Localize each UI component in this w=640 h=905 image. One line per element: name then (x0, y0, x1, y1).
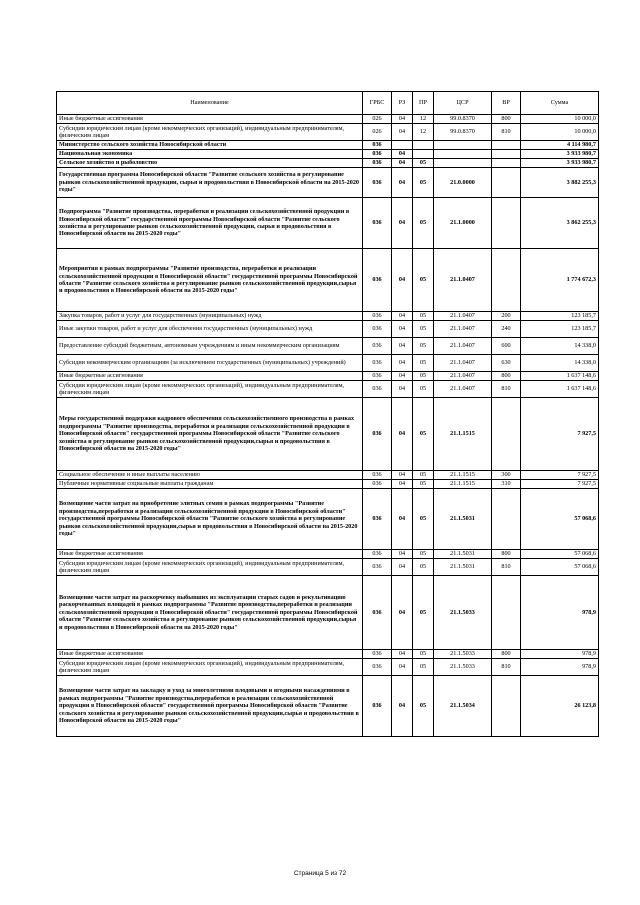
cell-csr: 21.1.5031 (434, 559, 492, 576)
table-row (57, 471, 599, 480)
cell-sum: 978,9 (521, 659, 599, 676)
header-rz: РЗ (392, 92, 413, 115)
cell-sum: 7 927,5 (521, 471, 599, 480)
cell-vr (492, 198, 521, 249)
cell-grbs: 036 (363, 659, 392, 676)
cell-sum: 3 933 980,7 (521, 150, 599, 159)
table-row (57, 372, 599, 381)
cell-vr: 810 (492, 381, 521, 398)
cell-grbs: 036 (363, 321, 392, 338)
cell-pr: 05 (413, 312, 434, 321)
cell-name: Иные бюджетные ассигнования (57, 115, 363, 124)
cell-name: Социальное обеспечение и иные выплаты населению (57, 471, 363, 480)
table-row (57, 489, 599, 550)
cell-csr (434, 141, 492, 150)
cell-name: Сельское хозяйство и рыболовство (57, 159, 363, 168)
cell-csr: 21.1.1515 (434, 398, 492, 471)
cell-grbs: 036 (363, 338, 392, 355)
cell-name: Иные бюджетные ассигнования (57, 650, 363, 659)
cell-grbs: 036 (363, 559, 392, 576)
cell-sum: 123 185,7 (521, 312, 599, 321)
cell-vr: 600 (492, 338, 521, 355)
cell-sum: 1 774 672,3 (521, 249, 599, 312)
cell-csr: 21.0.0000 (434, 168, 492, 198)
table-row (57, 312, 599, 321)
cell-sum: 978,9 (521, 576, 599, 650)
cell-grbs: 036 (363, 372, 392, 381)
cell-vr (492, 150, 521, 159)
cell-name: Субсидии юридическим лицам (кроме некоммерческих организаций), индивидуальным предпринимателям, физическим лицам (57, 559, 363, 576)
cell-sum: 14 338,0 (521, 338, 599, 355)
cell-rz: 04 (392, 372, 413, 381)
cell-grbs: 036 (363, 168, 392, 198)
cell-vr (492, 489, 521, 550)
cell-sum: 3 933 980,7 (521, 159, 599, 168)
cell-grbs: 036 (363, 489, 392, 550)
cell-name: Предоставление субсидий бюджетным, автономным учреждениям и иным некоммерческим организациям (57, 338, 363, 355)
cell-rz: 04 (392, 559, 413, 576)
cell-name: Национальная экономика (57, 150, 363, 159)
table-row (57, 124, 599, 141)
table-row (57, 321, 599, 338)
cell-grbs: 036 (363, 141, 392, 150)
cell-pr: 05 (413, 381, 434, 398)
cell-pr: 05 (413, 321, 434, 338)
table-row (57, 249, 599, 312)
cell-csr (434, 159, 492, 168)
cell-vr (492, 141, 521, 150)
cell-pr: 12 (413, 115, 434, 124)
cell-vr (492, 249, 521, 312)
cell-pr: 05 (413, 338, 434, 355)
cell-vr: 810 (492, 124, 521, 141)
cell-sum: 978,9 (521, 650, 599, 659)
cell-vr: 810 (492, 559, 521, 576)
cell-rz: 04 (392, 676, 413, 737)
cell-csr (434, 150, 492, 159)
cell-csr: 21.1.0407 (434, 372, 492, 381)
cell-name: Публичные нормативные социальные выплаты гражданам (57, 480, 363, 489)
cell-pr: 05 (413, 480, 434, 489)
header-name: Наименование (57, 92, 363, 115)
cell-pr: 05 (413, 355, 434, 372)
cell-sum: 3 862 255,3 (521, 198, 599, 249)
cell-csr: 21.1.5034 (434, 676, 492, 737)
cell-rz: 04 (392, 115, 413, 124)
cell-name: Субсидии юридическим лицам (кроме некоммерческих организаций), индивидуальным предпринимателям, физическим лицам (57, 124, 363, 141)
cell-csr: 21.1.5033 (434, 650, 492, 659)
cell-grbs: 036 (363, 159, 392, 168)
cell-name: Меры государственной поддержки кадрового обеспечения сельскохозяйственного производства в рамках подпрограммы "Развитие производства, переработки и реализации сельскохозяйственной продукции в Новосибирской области" государственной программы Новосибирской области "Развитие сельского хозяйства и регулирование рынков сельскохозяйственной продукции,сырья и продовольствия в Новосибирской области на 2015-2020 годы" (57, 398, 363, 471)
cell-csr: 21.1.0000 (434, 198, 492, 249)
cell-csr: 21.1.0407 (434, 338, 492, 355)
cell-grbs: 036 (363, 676, 392, 737)
page-number: Страница 5 из 72 (293, 870, 347, 877)
cell-rz: 04 (392, 471, 413, 480)
cell-rz: 04 (392, 321, 413, 338)
cell-vr (492, 676, 521, 737)
table-row (57, 168, 599, 198)
cell-vr: 240 (492, 321, 521, 338)
cell-rz: 04 (392, 576, 413, 650)
cell-vr: 310 (492, 480, 521, 489)
cell-rz: 04 (392, 480, 413, 489)
cell-sum: 7 927,5 (521, 398, 599, 471)
table-row (57, 355, 599, 372)
cell-pr: 05 (413, 576, 434, 650)
table-header-row (57, 92, 599, 115)
cell-pr: 05 (413, 198, 434, 249)
cell-pr: 05 (413, 650, 434, 659)
cell-name: Закупка товаров, работ и услуг для государственных (муниципальных) нужд (57, 312, 363, 321)
cell-rz: 04 (392, 249, 413, 312)
cell-name: Иные закупки товаров, работ и услуг для обеспечения государственных (муниципальных) нужд (57, 321, 363, 338)
cell-vr (492, 576, 521, 650)
cell-name: Подпрограмма "Развитие производства, переработки и реализации сельскохозяйственной продукции в Новосибирской области" государственной программы Новосибирской области "Развитие сельского хозяйства и регулирование рынков сельскохозяйственной продукции, сырья и продовольствия в Новосибирской области на 2015-2020 годы" (57, 198, 363, 249)
table-row (57, 550, 599, 559)
cell-grbs: 036 (363, 650, 392, 659)
cell-vr: 300 (492, 471, 521, 480)
cell-sum: 7 927,5 (521, 480, 599, 489)
cell-name: Иные бюджетные ассигнования (57, 550, 363, 559)
cell-sum: 3 882 255,3 (521, 168, 599, 198)
budget-table (56, 91, 599, 737)
cell-sum: 10 000,0 (521, 115, 599, 124)
cell-csr: 21.1.0407 (434, 249, 492, 312)
cell-rz: 04 (392, 338, 413, 355)
cell-rz: 04 (392, 398, 413, 471)
cell-pr: 05 (413, 249, 434, 312)
cell-vr: 630 (492, 355, 521, 372)
cell-pr: 05 (413, 489, 434, 550)
table-row (57, 115, 599, 124)
table-row (57, 150, 599, 159)
cell-csr: 21.1.5033 (434, 659, 492, 676)
cell-rz: 04 (392, 659, 413, 676)
cell-sum: 10 000,0 (521, 124, 599, 141)
header-vr: ВР (492, 92, 521, 115)
budget-table-sheet (56, 91, 598, 737)
cell-sum: 1 637 148,6 (521, 381, 599, 398)
cell-rz: 04 (392, 489, 413, 550)
cell-csr: 99.0.8370 (434, 115, 492, 124)
cell-name: Иные бюджетные ассигнования (57, 372, 363, 381)
header-pr: ПР (413, 92, 434, 115)
cell-name: Возмещение части затрат на раскорчевку выбывших из эксплуатации старых садов и рекультивацию раскорчеванных площадей в рамках подпрограммы "Развитие производства,переработки и реализации сельскохозяйственной продукции в Новосибирской области" государственной программы Новосибирской области "Развитие сельского хозяйства и регулирование рынков сельскохозяйственной продукции,сырья и продовольствия в Новосибирской области на 2015-2020 годы" (57, 576, 363, 650)
cell-csr: 21.1.1515 (434, 480, 492, 489)
cell-csr: 21.1.1515 (434, 471, 492, 480)
cell-grbs: 036 (363, 550, 392, 559)
cell-csr: 21.1.5031 (434, 550, 492, 559)
cell-name: Мероприятия в рамках подпрограммы "Развитие производства, переработки и реализации сельскохозяйственной продукции в Новосибирской области" государственной программы Новосибирской области "Развитие сельского хозяйства и регулирование рынков сельскохозяйственной продукции,сырья и продовольствия в Новосибирской области на 2015-2020 годы" (57, 249, 363, 312)
cell-csr: 21.1.5031 (434, 489, 492, 550)
cell-rz: 04 (392, 355, 413, 372)
cell-name: Субсидии юридическим лицам (кроме некоммерческих организаций), индивидуальным предпринимателям, физическим лицам (57, 659, 363, 676)
cell-pr: 05 (413, 659, 434, 676)
cell-pr: 05 (413, 372, 434, 381)
table-row (57, 381, 599, 398)
header-csr: ЦСР (434, 92, 492, 115)
cell-pr (413, 150, 434, 159)
cell-name: Государственная программа Новосибирской области "Развитие сельского хозяйства и регулирование рынков сельскохозяйственной продукции, сырья и продовольствия в Новосибирской области на 2015-2020 годы" (57, 168, 363, 198)
cell-csr: 21.1.0407 (434, 355, 492, 372)
cell-vr: 200 (492, 312, 521, 321)
cell-csr: 21.1.0407 (434, 312, 492, 321)
cell-rz: 04 (392, 381, 413, 398)
cell-grbs: 036 (363, 150, 392, 159)
cell-grbs: 036 (363, 576, 392, 650)
cell-rz: 04 (392, 550, 413, 559)
cell-sum: 57 068,6 (521, 489, 599, 550)
cell-csr: 21.1.0407 (434, 321, 492, 338)
header-sum: Сумма (521, 92, 599, 115)
table-row (57, 159, 599, 168)
table-row (57, 559, 599, 576)
cell-vr: 800 (492, 372, 521, 381)
cell-grbs: 036 (363, 480, 392, 489)
cell-vr (492, 159, 521, 168)
cell-vr: 810 (492, 659, 521, 676)
cell-grbs: 036 (363, 249, 392, 312)
cell-pr: 12 (413, 124, 434, 141)
cell-grbs: 036 (363, 355, 392, 372)
cell-sum: 14 338,0 (521, 355, 599, 372)
table-body (57, 115, 599, 737)
cell-rz: 04 (392, 150, 413, 159)
cell-rz: 04 (392, 124, 413, 141)
cell-pr: 05 (413, 550, 434, 559)
cell-vr: 800 (492, 115, 521, 124)
cell-sum: 123 185,7 (521, 321, 599, 338)
cell-vr: 800 (492, 650, 521, 659)
cell-grbs: 036 (363, 381, 392, 398)
table-row (57, 480, 599, 489)
cell-rz: 04 (392, 312, 413, 321)
table-row (57, 659, 599, 676)
cell-rz: 04 (392, 650, 413, 659)
cell-rz (392, 141, 413, 150)
cell-vr (492, 398, 521, 471)
cell-csr: 21.1.5033 (434, 576, 492, 650)
header-grbs: ГРБС (363, 92, 392, 115)
cell-rz: 04 (392, 159, 413, 168)
cell-sum: 26 123,8 (521, 676, 599, 737)
table-row (57, 398, 599, 471)
cell-csr: 99.0.8370 (434, 124, 492, 141)
cell-pr: 05 (413, 676, 434, 737)
table-row (57, 141, 599, 150)
cell-name: Министерство сельского хозяйства Новосибирской области (57, 141, 363, 150)
table-row (57, 650, 599, 659)
cell-name: Субсидии некоммерческим организациям (за исключением государственных (муниципальных) учреждений) (57, 355, 363, 372)
table-row (57, 198, 599, 249)
cell-grbs: 036 (363, 198, 392, 249)
cell-pr: 05 (413, 398, 434, 471)
cell-rz: 04 (392, 198, 413, 249)
cell-pr (413, 141, 434, 150)
cell-grbs: 026 (363, 115, 392, 124)
cell-sum: 1 637 148,6 (521, 372, 599, 381)
cell-name: Возмещение части затрат на приобретение элитных семян в рамках подпрограммы "Развитие производства,переработки и реализации сельскохозяйственной продукции в Новосибирской области" государственной программы Новосибирской области "Развитие сельского хозяйства и регулирование рынков сельскохозяйственной продукции,сырья и продовольствия в Новосибирской области на 2015-2020 годы" (57, 489, 363, 550)
cell-pr: 05 (413, 471, 434, 480)
table-row (57, 338, 599, 355)
cell-name: Возмещение части затрат на закладку и уход за многолетними плодовыми и ягодными насаждениями в рамках подпрограммы "Развитие производства,переработки и реализации сельскохозяйственной продукции в Новосибирской области" государственной программы Новосибирской области "Развитие сельского хозяйства и регулирование рынков сельскохозяйственной продукции,сырья и продовольствия в Новосибирской области на 2015-2020 годы" (57, 676, 363, 737)
table-row (57, 576, 599, 650)
table-row (57, 676, 599, 737)
cell-pr: 05 (413, 159, 434, 168)
cell-sum: 57 068,6 (521, 550, 599, 559)
cell-grbs: 036 (363, 471, 392, 480)
cell-csr: 21.1.0407 (434, 381, 492, 398)
cell-sum: 4 114 980,7 (521, 141, 599, 150)
cell-grbs: 036 (363, 312, 392, 321)
cell-pr: 05 (413, 168, 434, 198)
cell-sum: 57 068,6 (521, 559, 599, 576)
cell-pr: 05 (413, 559, 434, 576)
cell-vr (492, 168, 521, 198)
cell-vr: 800 (492, 550, 521, 559)
cell-rz: 04 (392, 168, 413, 198)
cell-name: Субсидии юридическим лицам (кроме некоммерческих организаций), индивидуальным предпринимателям, физическим лицам (57, 381, 363, 398)
cell-grbs: 026 (363, 124, 392, 141)
cell-grbs: 036 (363, 398, 392, 471)
